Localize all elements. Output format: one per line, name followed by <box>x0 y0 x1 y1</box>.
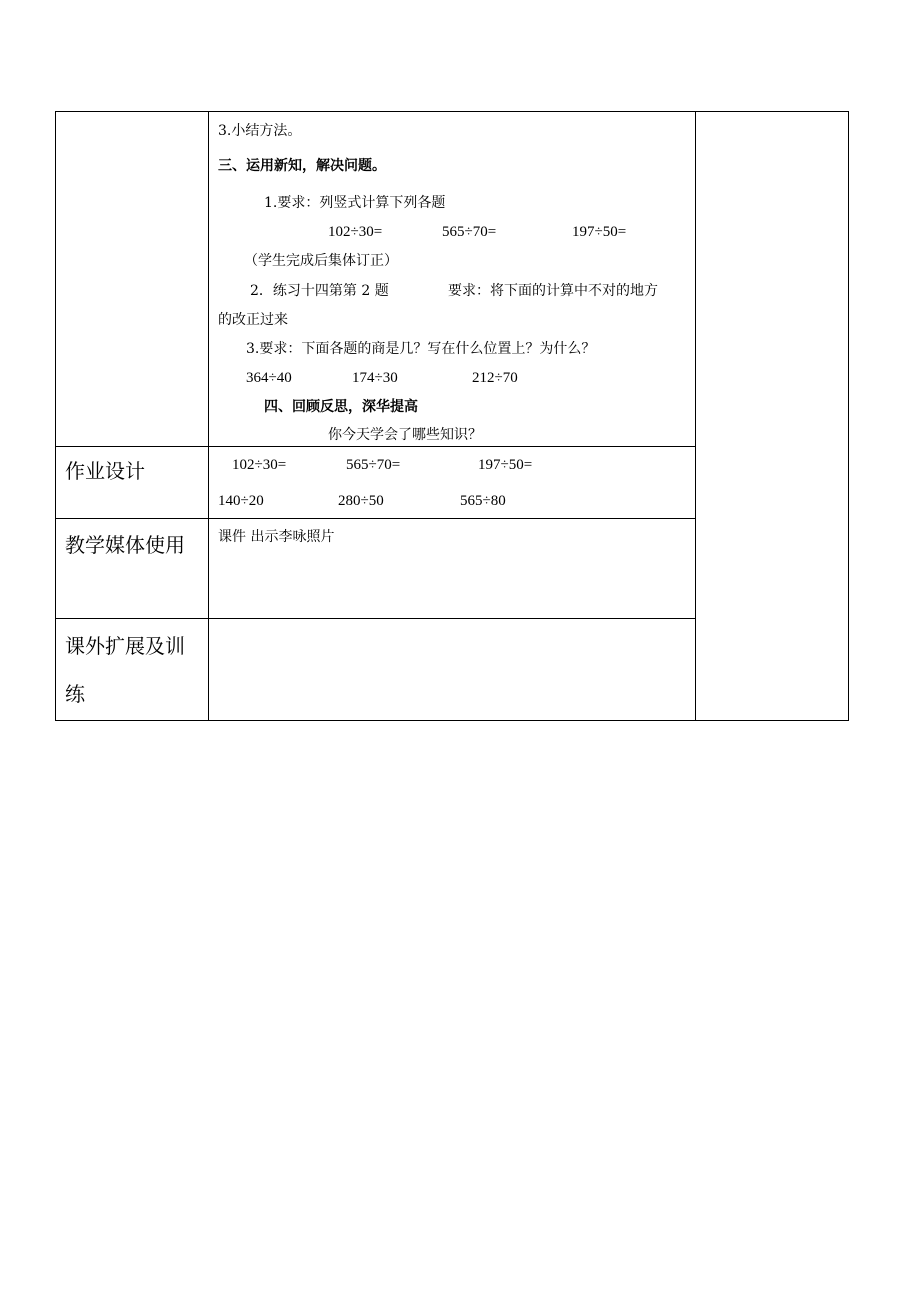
table-border-top <box>55 111 849 112</box>
homework-label: 作业设计 <box>65 459 145 483</box>
homework-problem-2: 565÷70= <box>346 457 401 473</box>
exercise-two-requirement-cont: 的改正过来 <box>218 312 288 328</box>
problem-102-30: 102÷30= <box>328 224 383 240</box>
row-divider-extension <box>55 618 696 619</box>
problem-212-70: 212÷70 <box>472 370 518 386</box>
table-border-bottom <box>55 720 849 721</box>
problem-174-30: 174÷30 <box>352 370 398 386</box>
media-content: 课件 出示李咏照片 <box>218 529 335 545</box>
row-divider-homework <box>55 446 696 447</box>
requirement-one: 1.要求：列竖式计算下列各题 <box>264 195 446 211</box>
column-divider-1 <box>208 111 209 721</box>
homework-problem-5: 280÷50 <box>338 493 384 509</box>
media-label: 教学媒体使用 <box>65 533 185 557</box>
exercise-two: 2．练习十四第第 2 题 <box>250 283 389 299</box>
column-divider-2 <box>695 111 696 721</box>
section-three-heading: 三、运用新知，解决问题。 <box>218 158 386 174</box>
homework-problem-6: 565÷80 <box>460 493 506 509</box>
row-divider-media <box>55 518 696 519</box>
table-border-left <box>55 111 56 721</box>
problem-565-70: 565÷70= <box>442 224 497 240</box>
summary-method-line: 3.小结方法。 <box>218 123 302 139</box>
exercise-two-requirement: 要求：将下面的计算中不对的地方 <box>448 283 658 299</box>
table-border-right <box>848 111 849 721</box>
requirement-three: 3.要求：下面各题的商是几？写在什么位置上？为什么？ <box>246 341 596 357</box>
homework-problem-3: 197÷50= <box>478 457 533 473</box>
problem-364-40: 364÷40 <box>246 370 292 386</box>
extension-label-line1: 课外扩展及训 <box>65 634 185 658</box>
student-correction-note: （学生完成后集体订正） <box>244 253 398 269</box>
reflection-question: 你今天学会了哪些知识？ <box>328 427 482 443</box>
homework-problem-4: 140÷20 <box>218 493 264 509</box>
homework-problem-1: 102÷30= <box>232 457 287 473</box>
extension-label-line2: 练 <box>65 682 85 706</box>
problem-197-50: 197÷50= <box>572 224 627 240</box>
section-four-heading: 四、回顾反思，深华提高 <box>264 399 418 415</box>
